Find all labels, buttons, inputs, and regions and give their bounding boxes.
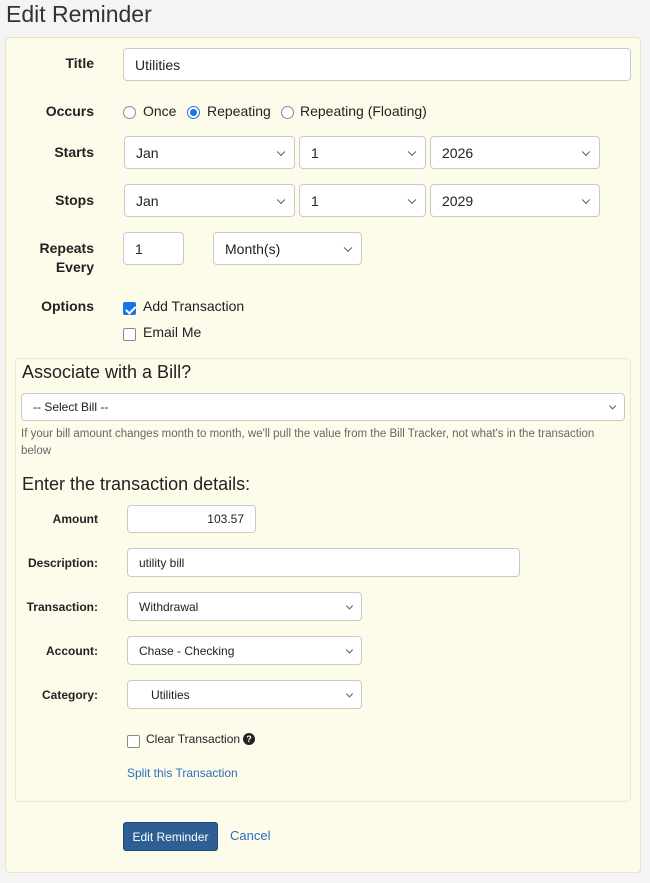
occurs-once-label: Once — [143, 103, 177, 119]
stops-label: Stops — [55, 192, 94, 208]
repeats-interval-input[interactable]: 1 — [123, 232, 184, 265]
title-input[interactable]: Utilities — [123, 48, 631, 81]
stops-year-select[interactable] — [430, 184, 600, 217]
starts-day-select[interactable] — [299, 136, 426, 169]
repeats-label-line2: Every — [55, 259, 94, 275]
starts-month-value: Jan — [136, 144, 159, 161]
options-label: Options — [41, 298, 94, 314]
occurs-label: Occurs — [45, 103, 94, 119]
transaction-heading: Enter the transaction details: — [22, 474, 251, 494]
bill-help-text: If your bill amount changes month to month, we'll pull the value from the Bill Tracker, not what's in the transaction below — [21, 428, 595, 457]
occurs-repeating-radio[interactable] — [187, 106, 200, 119]
category-select[interactable] — [127, 680, 362, 709]
amount-label: Amount — [52, 512, 98, 526]
clear-transaction-label: Clear Transaction — [146, 732, 241, 746]
page-title: Edit Reminder — [6, 1, 152, 27]
account-label: Account: — [46, 644, 98, 658]
email-me-checkbox[interactable] — [123, 328, 136, 341]
stops-year-value: 2029 — [442, 192, 474, 209]
occurs-once-radio[interactable] — [123, 106, 136, 119]
title-label: Title — [65, 55, 94, 71]
occurs-floating-label: Repeating (Floating) — [300, 103, 427, 119]
bill-transaction-section — [15, 358, 631, 802]
repeats-unit-value: Month(s) — [225, 240, 281, 257]
repeats-every-label — [20, 239, 94, 277]
starts-year-value: 2026 — [442, 144, 474, 161]
stops-day-select[interactable] — [299, 184, 426, 217]
cancel-link[interactable]: Cancel — [230, 828, 271, 843]
bill-select-value: -- Select Bill -- — [33, 400, 109, 414]
add-transaction-checkbox[interactable] — [123, 302, 136, 315]
occurs-repeating-label: Repeating — [207, 103, 271, 119]
add-transaction-label: Add Transaction — [143, 298, 245, 314]
question-circle-icon[interactable]: ? — [243, 733, 255, 745]
stops-month-value: Jan — [136, 192, 159, 209]
starts-day-value: 1 — [311, 144, 319, 161]
amount-input[interactable]: 103.57 — [127, 505, 256, 533]
transaction-type-label: Transaction: — [26, 600, 98, 614]
stops-month-select[interactable] — [124, 184, 295, 217]
description-label: Description: — [27, 556, 98, 570]
category-value: Utilities — [151, 687, 190, 702]
account-select[interactable] — [127, 636, 362, 665]
transaction-type-select[interactable] — [127, 592, 362, 621]
starts-label: Starts — [54, 144, 94, 160]
bill-heading: Associate with a Bill? — [22, 362, 192, 382]
account-value: Chase - Checking — [139, 643, 235, 658]
repeats-unit-select[interactable] — [213, 232, 362, 265]
category-label: Category: — [41, 688, 98, 702]
bill-select[interactable] — [21, 393, 625, 421]
occurs-floating-radio[interactable] — [281, 106, 294, 119]
repeats-label-line1: Repeats — [39, 240, 94, 256]
transaction-type-value: Withdrawal — [139, 599, 199, 614]
split-transaction-link[interactable]: Split this Transaction — [127, 766, 238, 780]
starts-month-select[interactable] — [124, 136, 295, 169]
stops-day-value: 1 — [311, 192, 319, 209]
clear-transaction-checkbox[interactable] — [127, 735, 140, 748]
starts-year-select[interactable] — [430, 136, 600, 169]
edit-reminder-button[interactable]: Edit Reminder — [123, 822, 218, 851]
description-input[interactable]: utility bill — [127, 548, 520, 577]
email-me-label: Email Me — [143, 324, 202, 340]
